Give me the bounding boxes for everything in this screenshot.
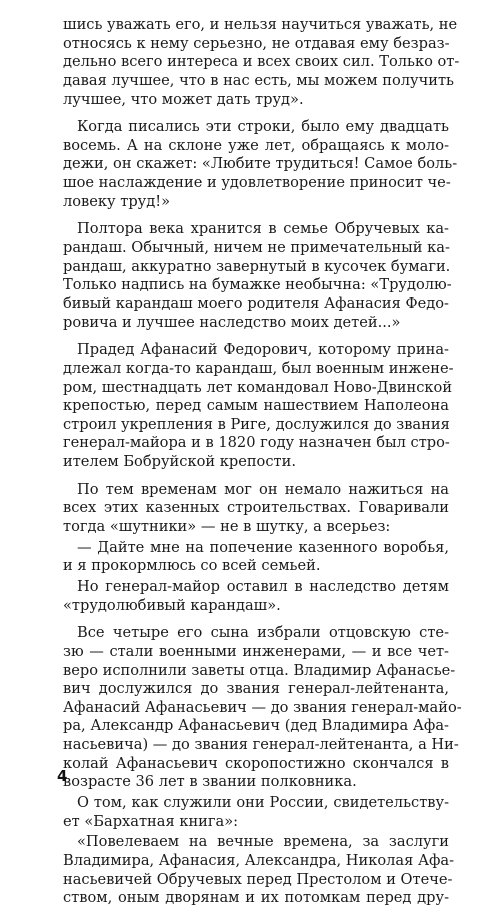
- text-line: колай Афанасьевич скоропостижно скончался в: [63, 754, 449, 772]
- page-number: 4: [57, 767, 68, 785]
- text-line: Когда писались эти строки, было ему двадцать: [77, 118, 449, 136]
- text-line: строил укрепления в Риге, дослужился до звания: [63, 415, 450, 433]
- text-line: насьевичей Обручевых перед Престолом и Отече-: [63, 870, 453, 888]
- text-line: и я прокормлюсь со всей семьей.: [63, 557, 321, 575]
- text-line: Полтора века хранится в семье Обручевых ка-: [77, 220, 449, 238]
- text-line: зю — стали военными инженерами, — и все чет-: [63, 642, 449, 660]
- text-line: лучшее, что может дать труд».: [63, 90, 304, 108]
- text-line: Афанасий Афанасьевич — до звания генерал-майо-: [63, 698, 462, 716]
- text-line: По тем временам мог он немало нажиться на: [77, 480, 449, 498]
- text-line: рандаш. Обычный, ничем не примечательный ка-: [63, 239, 450, 257]
- text-line: веро исполнили заветы отца. Владимир Афанасье-: [63, 661, 456, 679]
- text-line: ловеку труд!»: [63, 192, 171, 210]
- text-line: ством, оным дворянам и их потомкам перед дру-: [63, 889, 449, 907]
- text-line: насьевича) — до звания генерал-лейтенанта, а Ни-: [63, 736, 459, 754]
- text-line: восемь. А на склоне уже лет, обращаясь к моло-: [63, 136, 449, 154]
- text-line: шое наслаждение и удовлетворение приносит че-: [63, 174, 451, 192]
- paragraph-7: [63, 578, 449, 615]
- text-line: рандаш, аккуратно завернутый в кусочек бумаги.: [63, 257, 451, 275]
- text-line: Владимира, Афанасия, Александра, Николая Афа-: [63, 851, 455, 869]
- text-line: О том, как служили они России, свидетельству-: [77, 793, 449, 811]
- paragraph-5: [63, 481, 449, 537]
- text-line: ровича и лучшее наследство моих детей...»: [63, 313, 401, 331]
- text-line: дельно всего интереса и всех своих сил. Только от-: [63, 53, 460, 71]
- paragraph-2: [63, 118, 458, 211]
- text-line: «Повелеваем на вечные времена, за заслуги: [77, 833, 449, 851]
- paragraph-3: [63, 220, 452, 332]
- text-line: относясь к нему серьезно, не отдавая ему безраз-: [63, 34, 450, 52]
- paragraph-1: [63, 16, 460, 109]
- paragraph-10: [63, 833, 455, 908]
- paragraph-6: [63, 539, 449, 576]
- text-line: генерал-майора и в 1820 году назначен был стро-: [63, 434, 450, 452]
- text-line: Все четыре его сына избрали отцовскую сте-: [77, 624, 449, 642]
- text-line: — Дайте мне на попечение казенного воробья,: [77, 538, 449, 556]
- text-line: давая лучшее, что в нас есть, мы можем получить: [63, 71, 454, 89]
- text-line: Но генерал-майор оставил в наследство детям: [77, 577, 449, 595]
- text-line: ром, шестнадцать лет командовал Ново-Двинской: [63, 378, 453, 396]
- text-line: всех этих казенных строительствах. Говаривали: [63, 499, 449, 517]
- text-line: тогда «шутники» — не в шутку, а всерьез:: [63, 518, 391, 536]
- text-line: ителем Бобруйской крепости.: [63, 453, 296, 471]
- text-line: Прадед Афанасий Федорович, которому прина-: [77, 341, 449, 359]
- text-line: шись уважать его, и нельзя научиться уважать, не: [63, 16, 458, 33]
- text-line: бивый карандаш моего родителя Афанасия Федо-: [63, 294, 449, 312]
- text-line: ра, Александр Афанасьевич (дед Владимира Афа-: [63, 717, 449, 735]
- paragraph-8: [63, 624, 462, 792]
- paragraph-4: [63, 341, 454, 471]
- text-line: длежал когда-то карандаш, был военным инжене-: [63, 359, 454, 377]
- text-line: вич дослужился до звания генерал-лейтенанта,: [63, 680, 449, 698]
- text-line: Только надпись на бумажке необычна: «Трудолю-: [63, 276, 452, 294]
- page-body: [63, 16, 462, 908]
- text-line: дежи, он скажет: «Любите трудиться! Самое боль-: [63, 155, 458, 173]
- text-line: ет «Бархатная книга»:: [63, 812, 239, 830]
- text-line: крепостью, перед самым нашествием Наполеона: [63, 397, 449, 415]
- text-line: «трудолюбивый карандаш».: [63, 596, 281, 614]
- text-line: возрасте 36 лет в звании полковника.: [63, 773, 357, 791]
